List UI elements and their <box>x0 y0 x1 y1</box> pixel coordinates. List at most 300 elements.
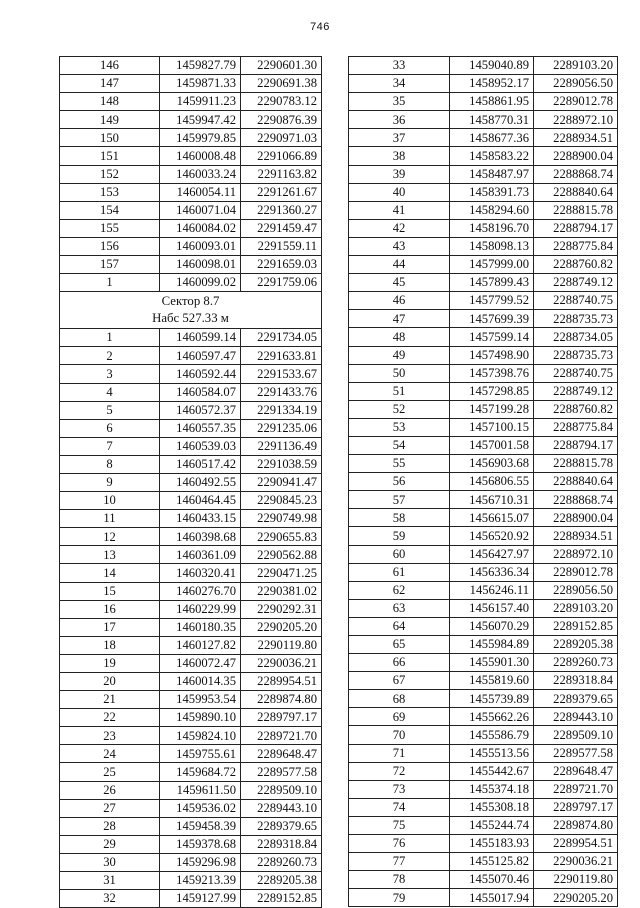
x-coordinate: 1458952.17 <box>450 75 534 93</box>
x-coordinate: 1460098.01 <box>160 256 241 274</box>
x-coordinate: 1460276.70 <box>160 582 241 600</box>
y-coordinate: 2289318.84 <box>534 672 618 690</box>
point-number: 12 <box>60 528 160 546</box>
table-row <box>60 546 322 564</box>
x-coordinate: 1459458.39 <box>160 817 241 835</box>
point-number: 152 <box>60 165 160 183</box>
x-coordinate: 1456520.92 <box>450 527 534 545</box>
x-coordinate: 1458770.31 <box>450 111 534 129</box>
point-number: 14 <box>60 564 160 582</box>
point-number: 55 <box>349 455 450 473</box>
y-coordinate: 2289721.70 <box>534 780 618 798</box>
x-coordinate: 1459871.33 <box>160 75 241 93</box>
y-coordinate: 2288815.78 <box>534 201 618 219</box>
y-coordinate: 2289205.38 <box>241 872 322 890</box>
table-row <box>349 201 618 219</box>
point-number: 22 <box>60 709 160 727</box>
y-coordinate: 2290205.20 <box>241 618 322 636</box>
y-coordinate: 2290691.38 <box>241 75 322 93</box>
x-coordinate: 1460180.35 <box>160 618 241 636</box>
x-coordinate: 1457100.15 <box>450 418 534 436</box>
point-number: 43 <box>349 237 450 255</box>
y-coordinate: 2288775.84 <box>534 418 618 436</box>
table-row <box>349 237 618 255</box>
point-number: 75 <box>349 816 450 834</box>
point-number: 11 <box>60 510 160 528</box>
y-coordinate: 2288868.74 <box>534 491 618 509</box>
table-row <box>349 328 618 346</box>
table-row <box>60 93 322 111</box>
y-coordinate: 2288972.10 <box>534 111 618 129</box>
table-row <box>349 816 618 834</box>
y-coordinate: 2289797.17 <box>241 709 322 727</box>
point-number: 3 <box>60 365 160 383</box>
sector-title: Сектор 8.7 <box>161 293 220 308</box>
point-number: 66 <box>349 654 450 672</box>
y-coordinate: 2290845.23 <box>241 492 322 510</box>
table-row <box>60 763 322 781</box>
y-coordinate: 2288900.04 <box>534 147 618 165</box>
y-coordinate: 2289577.58 <box>241 763 322 781</box>
point-number: 46 <box>349 292 450 310</box>
y-coordinate: 2290292.31 <box>241 600 322 618</box>
y-coordinate: 2291734.05 <box>241 329 322 347</box>
point-number: 29 <box>60 835 160 853</box>
table-row <box>349 129 618 147</box>
table-row <box>60 365 322 383</box>
y-coordinate: 2289205.38 <box>534 636 618 654</box>
y-coordinate: 2288840.64 <box>534 473 618 491</box>
table-row <box>349 871 618 889</box>
x-coordinate: 1456903.68 <box>450 455 534 473</box>
table-row <box>349 780 618 798</box>
table-row <box>349 346 618 364</box>
point-number: 52 <box>349 400 450 418</box>
table-row <box>349 744 618 762</box>
point-number: 71 <box>349 744 450 762</box>
point-number: 60 <box>349 545 450 563</box>
table-row <box>349 853 618 871</box>
table-row <box>349 183 618 201</box>
x-coordinate: 1456806.55 <box>450 473 534 491</box>
y-coordinate: 2288934.51 <box>534 129 618 147</box>
x-coordinate: 1457398.76 <box>450 364 534 382</box>
x-coordinate: 1457001.58 <box>450 436 534 454</box>
y-coordinate: 2288749.12 <box>534 274 618 292</box>
table-row <box>60 600 322 618</box>
x-coordinate: 1457498.90 <box>450 346 534 364</box>
y-coordinate: 2290562.88 <box>241 546 322 564</box>
table-row <box>349 581 618 599</box>
point-number: 63 <box>349 599 450 617</box>
x-coordinate: 1460361.09 <box>160 546 241 564</box>
point-number: 48 <box>349 328 450 346</box>
y-coordinate: 2288734.05 <box>534 328 618 346</box>
point-number: 36 <box>349 111 450 129</box>
point-number: 7 <box>60 437 160 455</box>
y-coordinate: 2288740.75 <box>534 364 618 382</box>
table-row <box>60 329 322 347</box>
x-coordinate: 1458098.13 <box>450 237 534 255</box>
point-number: 56 <box>349 473 450 491</box>
point-number: 68 <box>349 690 450 708</box>
table-row <box>349 274 618 292</box>
x-coordinate: 1455901.30 <box>450 654 534 672</box>
x-coordinate: 1459911.23 <box>160 93 241 111</box>
y-coordinate: 2289379.65 <box>534 690 618 708</box>
y-coordinate: 2290036.21 <box>241 654 322 672</box>
table-row <box>349 75 618 93</box>
point-number: 8 <box>60 455 160 473</box>
y-coordinate: 2289509.10 <box>534 726 618 744</box>
x-coordinate: 1455819.60 <box>450 672 534 690</box>
point-number: 147 <box>60 75 160 93</box>
x-coordinate: 1458294.60 <box>450 201 534 219</box>
table-row <box>60 709 322 727</box>
x-coordinate: 1458391.73 <box>450 183 534 201</box>
x-coordinate: 1456710.31 <box>450 491 534 509</box>
point-number: 17 <box>60 618 160 636</box>
point-number: 35 <box>349 93 450 111</box>
y-coordinate: 2289012.78 <box>534 563 618 581</box>
y-coordinate: 2288760.82 <box>534 256 618 274</box>
table-row <box>60 582 322 600</box>
table-row <box>60 853 322 871</box>
y-coordinate: 2289260.73 <box>534 654 618 672</box>
table-row <box>349 617 618 635</box>
y-coordinate: 2289260.73 <box>241 853 322 871</box>
y-coordinate: 2289954.51 <box>534 835 618 853</box>
y-coordinate: 2290971.03 <box>241 129 322 147</box>
x-coordinate: 1460398.68 <box>160 528 241 546</box>
table-row <box>60 727 322 745</box>
y-coordinate: 2291136.49 <box>241 437 322 455</box>
x-coordinate: 1459296.98 <box>160 853 241 871</box>
table-row <box>60 219 322 237</box>
point-number: 74 <box>349 798 450 816</box>
table-row <box>60 835 322 853</box>
table-row <box>349 690 618 708</box>
table-row <box>349 527 618 545</box>
point-number: 24 <box>60 745 160 763</box>
x-coordinate: 1455513.56 <box>450 744 534 762</box>
x-coordinate: 1460597.47 <box>160 347 241 365</box>
y-coordinate: 2291163.82 <box>241 165 322 183</box>
point-number: 18 <box>60 636 160 654</box>
point-number: 62 <box>349 581 450 599</box>
table-row <box>60 437 322 455</box>
x-coordinate: 1460492.55 <box>160 473 241 491</box>
point-number: 15 <box>60 582 160 600</box>
table-row <box>60 57 322 75</box>
x-coordinate: 1457799.52 <box>450 292 534 310</box>
table-row <box>349 491 618 509</box>
point-number: 59 <box>349 527 450 545</box>
point-number: 50 <box>349 364 450 382</box>
x-coordinate: 1460054.11 <box>160 183 241 201</box>
x-coordinate: 1460014.35 <box>160 673 241 691</box>
table-row <box>60 75 322 93</box>
y-coordinate: 2289648.47 <box>534 762 618 780</box>
point-number: 157 <box>60 256 160 274</box>
y-coordinate: 2289874.80 <box>241 691 322 709</box>
x-coordinate: 1455586.79 <box>450 726 534 744</box>
point-number: 6 <box>60 419 160 437</box>
table-row <box>349 165 618 183</box>
y-coordinate: 2289103.20 <box>534 57 618 75</box>
point-number: 28 <box>60 817 160 835</box>
table-row <box>60 274 322 292</box>
table-row <box>60 691 322 709</box>
y-coordinate: 2291334.19 <box>241 401 322 419</box>
table-row <box>349 599 618 617</box>
x-coordinate: 1458861.95 <box>450 93 534 111</box>
x-coordinate: 1456336.34 <box>450 563 534 581</box>
table-row <box>60 147 322 165</box>
point-number: 70 <box>349 726 450 744</box>
y-coordinate: 2290205.20 <box>534 889 618 907</box>
table-row <box>60 201 322 219</box>
table-row <box>349 292 618 310</box>
x-coordinate: 1455442.67 <box>450 762 534 780</box>
x-coordinate: 1460033.24 <box>160 165 241 183</box>
x-coordinate: 1457899.43 <box>450 274 534 292</box>
point-number: 49 <box>349 346 450 364</box>
table-row <box>349 57 618 75</box>
y-coordinate: 2288794.17 <box>534 219 618 237</box>
x-coordinate: 1459947.42 <box>160 111 241 129</box>
y-coordinate: 2290036.21 <box>534 853 618 871</box>
point-number: 65 <box>349 636 450 654</box>
table-row <box>349 418 618 436</box>
point-number: 40 <box>349 183 450 201</box>
point-number: 54 <box>349 436 450 454</box>
y-coordinate: 2289874.80 <box>534 816 618 834</box>
point-number: 154 <box>60 201 160 219</box>
table-row <box>349 654 618 672</box>
y-coordinate: 2289379.65 <box>241 817 322 835</box>
table-row <box>349 563 618 581</box>
point-number: 21 <box>60 691 160 709</box>
table-row <box>60 237 322 255</box>
table-row <box>60 455 322 473</box>
x-coordinate: 1460539.03 <box>160 437 241 455</box>
point-number: 32 <box>60 890 160 908</box>
right-coordinates-table <box>348 56 618 907</box>
point-number: 53 <box>349 418 450 436</box>
table-row <box>60 890 322 908</box>
x-coordinate: 1459213.39 <box>160 872 241 890</box>
table-row <box>349 382 618 400</box>
point-number: 77 <box>349 853 450 871</box>
y-coordinate: 2290749.98 <box>241 510 322 528</box>
x-coordinate: 1456070.29 <box>450 617 534 635</box>
table-row <box>349 455 618 473</box>
y-coordinate: 2288900.04 <box>534 509 618 527</box>
y-coordinate: 2289152.85 <box>534 617 618 635</box>
point-number: 10 <box>60 492 160 510</box>
x-coordinate: 1458487.97 <box>450 165 534 183</box>
x-coordinate: 1460072.47 <box>160 654 241 672</box>
x-coordinate: 1456246.11 <box>450 581 534 599</box>
y-coordinate: 2288760.82 <box>534 400 618 418</box>
point-number: 1 <box>60 329 160 347</box>
point-number: 30 <box>60 853 160 871</box>
y-coordinate: 2290471.25 <box>241 564 322 582</box>
point-number: 67 <box>349 672 450 690</box>
table-row <box>349 762 618 780</box>
point-number: 5 <box>60 401 160 419</box>
x-coordinate: 1459755.61 <box>160 745 241 763</box>
x-coordinate: 1460093.01 <box>160 237 241 255</box>
point-number: 64 <box>349 617 450 635</box>
x-coordinate: 1455125.82 <box>450 853 534 871</box>
x-coordinate: 1460084.02 <box>160 219 241 237</box>
table-row <box>60 256 322 274</box>
table-row <box>349 473 618 491</box>
y-coordinate: 2291559.11 <box>241 237 322 255</box>
point-number: 69 <box>349 708 450 726</box>
y-coordinate: 2291261.67 <box>241 183 322 201</box>
x-coordinate: 1459953.54 <box>160 691 241 709</box>
sector-subtitle: Набс 527.33 м <box>152 311 229 326</box>
point-number: 27 <box>60 799 160 817</box>
table-row <box>349 545 618 563</box>
y-coordinate: 2288840.64 <box>534 183 618 201</box>
table-row <box>60 111 322 129</box>
point-number: 4 <box>60 383 160 401</box>
y-coordinate: 2291235.06 <box>241 419 322 437</box>
point-number: 47 <box>349 310 450 328</box>
x-coordinate: 1460517.42 <box>160 455 241 473</box>
y-coordinate: 2288740.75 <box>534 292 618 310</box>
x-coordinate: 1455739.89 <box>450 690 534 708</box>
table-row <box>60 183 322 201</box>
x-coordinate: 1456157.40 <box>450 599 534 617</box>
table-row <box>60 781 322 799</box>
y-coordinate: 2289509.10 <box>241 781 322 799</box>
x-coordinate: 1455070.46 <box>450 871 534 889</box>
sector-header <box>60 292 322 329</box>
y-coordinate: 2289443.10 <box>534 708 618 726</box>
x-coordinate: 1460464.45 <box>160 492 241 510</box>
table-row <box>60 745 322 763</box>
y-coordinate: 2289648.47 <box>241 745 322 763</box>
x-coordinate: 1460071.04 <box>160 201 241 219</box>
point-number: 146 <box>60 57 160 75</box>
y-coordinate: 2288934.51 <box>534 527 618 545</box>
x-coordinate: 1455662.26 <box>450 708 534 726</box>
y-coordinate: 2288735.73 <box>534 310 618 328</box>
table-row <box>60 564 322 582</box>
table-row <box>60 618 322 636</box>
x-coordinate: 1460584.07 <box>160 383 241 401</box>
y-coordinate: 2289056.50 <box>534 75 618 93</box>
y-coordinate: 2289056.50 <box>534 581 618 599</box>
x-coordinate: 1455244.74 <box>450 816 534 834</box>
x-coordinate: 1459979.85 <box>160 129 241 147</box>
x-coordinate: 1460592.44 <box>160 365 241 383</box>
point-number: 31 <box>60 872 160 890</box>
table-row <box>60 872 322 890</box>
y-coordinate: 2290119.80 <box>534 871 618 889</box>
x-coordinate: 1459890.10 <box>160 709 241 727</box>
x-coordinate: 1455183.93 <box>450 835 534 853</box>
table-row <box>60 510 322 528</box>
table-row <box>349 889 618 907</box>
y-coordinate: 2291533.67 <box>241 365 322 383</box>
x-coordinate: 1459127.99 <box>160 890 241 908</box>
x-coordinate: 1455017.94 <box>450 889 534 907</box>
point-number: 61 <box>349 563 450 581</box>
table-row <box>60 528 322 546</box>
sector-header-row <box>60 292 322 329</box>
table-row <box>349 672 618 690</box>
point-number: 44 <box>349 256 450 274</box>
y-coordinate: 2288972.10 <box>534 545 618 563</box>
table-row <box>349 835 618 853</box>
y-coordinate: 2288735.73 <box>534 346 618 364</box>
point-number: 41 <box>349 201 450 219</box>
table-row <box>349 400 618 418</box>
point-number: 37 <box>349 129 450 147</box>
y-coordinate: 2289577.58 <box>534 744 618 762</box>
table-row <box>60 419 322 437</box>
x-coordinate: 1458196.70 <box>450 219 534 237</box>
table-row <box>60 654 322 672</box>
table-row <box>60 401 322 419</box>
page-number: 746 <box>310 21 330 33</box>
point-number: 38 <box>349 147 450 165</box>
point-number: 39 <box>349 165 450 183</box>
point-number: 51 <box>349 382 450 400</box>
y-coordinate: 2288794.17 <box>534 436 618 454</box>
point-number: 150 <box>60 129 160 147</box>
table-row <box>349 219 618 237</box>
y-coordinate: 2290783.12 <box>241 93 322 111</box>
point-number: 34 <box>349 75 450 93</box>
y-coordinate: 2291759.06 <box>241 274 322 292</box>
x-coordinate: 1458583.22 <box>450 147 534 165</box>
point-number: 23 <box>60 727 160 745</box>
left-coordinates-table <box>59 56 322 908</box>
y-coordinate: 2290601.30 <box>241 57 322 75</box>
y-coordinate: 2289797.17 <box>534 798 618 816</box>
table-row <box>60 129 322 147</box>
point-number: 156 <box>60 237 160 255</box>
point-number: 148 <box>60 93 160 111</box>
y-coordinate: 2290941.47 <box>241 473 322 491</box>
y-coordinate: 2290655.83 <box>241 528 322 546</box>
table-row <box>349 436 618 454</box>
y-coordinate: 2288749.12 <box>534 382 618 400</box>
table-row <box>349 636 618 654</box>
x-coordinate: 1459684.72 <box>160 763 241 781</box>
x-coordinate: 1459824.10 <box>160 727 241 745</box>
y-coordinate: 2289954.51 <box>241 673 322 691</box>
y-coordinate: 2291659.03 <box>241 256 322 274</box>
y-coordinate: 2289721.70 <box>241 727 322 745</box>
point-number: 26 <box>60 781 160 799</box>
x-coordinate: 1460229.99 <box>160 600 241 618</box>
point-number: 57 <box>349 491 450 509</box>
table-row <box>60 673 322 691</box>
point-number: 151 <box>60 147 160 165</box>
table-row <box>60 799 322 817</box>
table-row <box>60 347 322 365</box>
point-number: 78 <box>349 871 450 889</box>
point-number: 79 <box>349 889 450 907</box>
